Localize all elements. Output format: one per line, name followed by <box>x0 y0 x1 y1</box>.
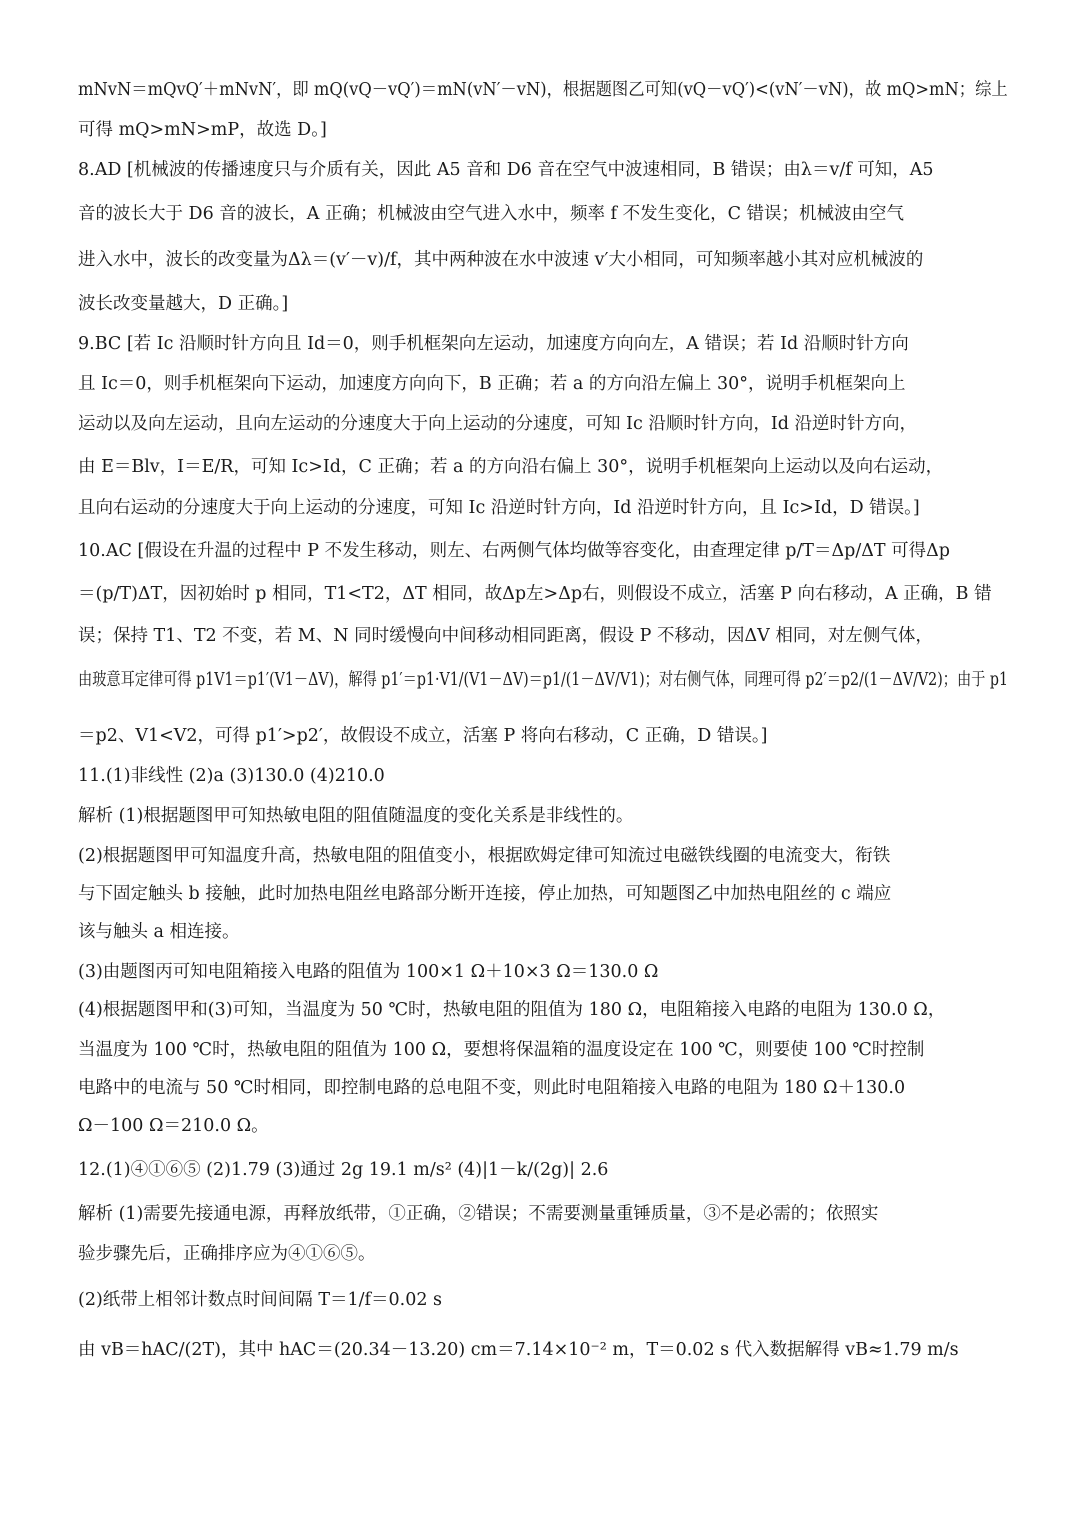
text-line: 由玻意耳定律可得 p1V1＝p1′(V1－ΔV)，解得 p1′＝p1·V1/(V1－ΔV)＝p1/(1－ΔV/V1)；对右侧气体，同理可得 p2′＝p2/(1－ΔV/V2)；由于 p1 <box>78 670 1009 690</box>
text-line: 由 vB＝hAC/(2T)，其中 hAC＝(20.34－13.20) cm＝7.14×10⁻² m，T＝0.02 s 代入数据解得 vB≈1.79 m/s <box>78 1340 959 1360</box>
text-line: (3)由题图丙可知电阻箱接入电路的阻值为 100×1 Ω＋10×3 Ω＝130.0 Ω <box>78 962 659 982</box>
text-line: 该与触头 a 相连接。 <box>78 922 240 942</box>
text-line: 进入水中，波长的改变量为Δλ＝(v′－v)/f，其中两种波在水中波速 v′大小相同，可知频率越小其对应机械波的 <box>78 250 924 270</box>
text-line: 可得 mQ>mN>mP，故选 D。] <box>78 120 327 140</box>
text-line: 解析 (1)根据题图甲可知热敏电阻的阻值随温度的变化关系是非线性的。 <box>78 806 634 826</box>
text-line: 且向右运动的分速度大于向上运动的分速度，可知 Ic 沿逆时针方向，Id 沿逆时针方向，且 Ic>Id，D 错误。] <box>78 498 920 518</box>
text-line: 且 Ic＝0，则手机框架向下运动，加速度方向向下，B 正确；若 a 的方向沿左偏上 30°，说明手机框架向上 <box>78 374 906 394</box>
text-line: 电路中的电流与 50 ℃时相同，即控制电路的总电阻不变，则此时电阻箱接入电路的电阻为 180 Ω＋130.0 <box>78 1078 906 1098</box>
text-line: 误；保持 T1、T2 不变，若 M、N 同时缓慢向中间移动相同距离，假设 P 不移动，因ΔV 相同，对左侧气体， <box>78 626 933 646</box>
text-line: 波长改变量越大，D 正确。] <box>78 294 289 314</box>
text-line: 由 E＝Blv，I＝E/R，可知 Ic>Id，C 正确；若 a 的方向沿右偏上 30°，说明手机框架向上运动以及向右运动， <box>78 457 944 477</box>
text-line: (2)纸带上相邻计数点时间间隔 T＝1/f＝0.02 s <box>78 1290 443 1310</box>
text-line: 8.AD [机械波的传播速度只与介质有关，因此 A5 音和 D6 音在空气中波速相同，B 错误；由λ＝v/f 可知，A5 <box>78 160 934 180</box>
text-line: 9.BC [若 Ic 沿顺时针方向且 Id＝0，则手机框架向左运动，加速度方向向左，A 错误；若 Id 沿顺时针方向 <box>78 334 909 354</box>
text-line: (4)根据题图甲和(3)可知，当温度为 50 ℃时，热敏电阻的阻值为 180 Ω，电阻箱接入电路的电阻为 130.0 Ω， <box>78 1000 946 1020</box>
text-line: 当温度为 100 ℃时，热敏电阻的阻值为 100 Ω，要想将保温箱的温度设定在 100 ℃，则要使 100 ℃时控制 <box>78 1040 925 1060</box>
text-line: 运动以及向左运动，且向左运动的分速度大于向上运动的分速度，可知 Ic 沿顺时针方向，Id 沿逆时针方向， <box>78 414 918 434</box>
text-line: (2)根据题图甲可知温度升高，热敏电阻的阻值变小，根据欧姆定律可知流过电磁铁线圈的电流变大，衔铁 <box>78 846 891 866</box>
text-line: 验步骤先后，正确排序应为④①⑥⑤。 <box>78 1244 376 1264</box>
text-line: 与下固定触头 b 接触，此时加热电阻丝电路部分断开连接，停止加热，可知题图乙中加热电阻丝的 c 端应 <box>78 884 892 904</box>
text-line: 解析 (1)需要先接通电源，再释放纸带，①正确，②错误；不需要测量重锤质量，③不是必需的；依照实 <box>78 1204 879 1224</box>
text-line: 音的波长大于 D6 音的波长，A 正确；机械波由空气进入水中，频率 f 不发生变化，C 错误；机械波由空气 <box>78 204 905 224</box>
text-line: ＝(p/T)ΔT，因初始时 p 相同，T1<T2，ΔT 相同，故Δp左>Δp右，则假设不成立，活塞 P 向右移动，A 正确，B 错 <box>78 584 992 604</box>
text-line: 10.AC [假设在升温的过程中 P 不发生移动，则左、右两侧气体均做等容变化，由查理定律 p/T＝Δp/ΔT 可得Δp <box>78 541 950 561</box>
text-line: mNvN＝mQvQ′＋mNvN′，即 mQ(vQ－vQ′)＝mN(vN′－vN)，根据题图乙可知(vQ－vQ′)<(vN′－vN)，故 mQ>mN；综上 <box>78 80 1008 100</box>
text-line: 11.(1)非线性 (2)a (3)130.0 (4)210.0 <box>78 766 385 786</box>
text-line: ＝p2、V1<V2，可得 p1′>p2′，故假设不成立，活塞 P 将向右移动，C 正确，D 错误。] <box>78 726 768 746</box>
text-line: 12.(1)④①⑥⑤ (2)1.79 (3)通过 2g 19.1 m/s² (4)|1－k/(2g)| 2.6 <box>78 1160 609 1180</box>
text-line: Ω－100 Ω＝210.0 Ω。 <box>78 1116 269 1136</box>
